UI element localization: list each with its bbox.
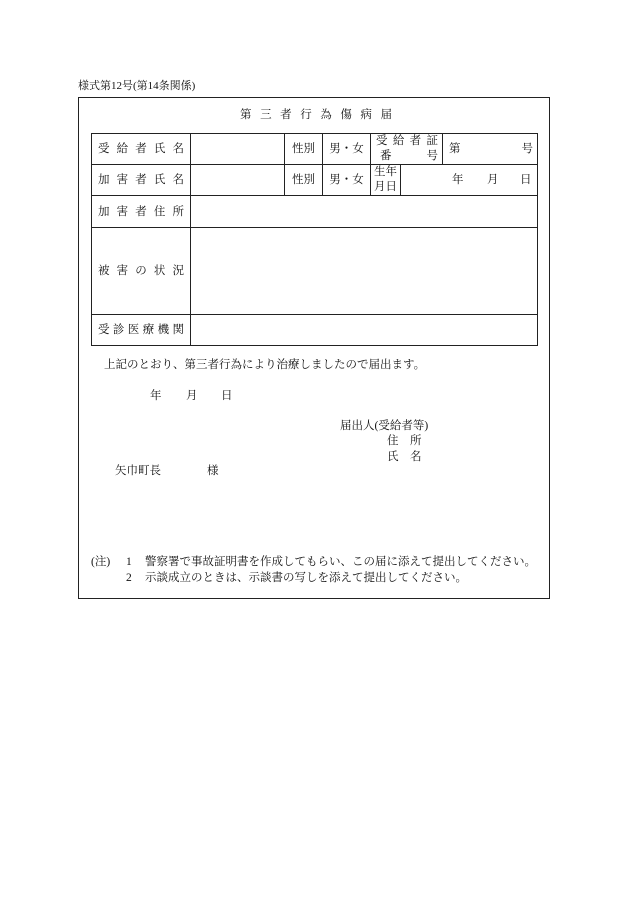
addressee-name: 矢巾町長 [115, 465, 161, 477]
applicant-label: 届出人(受給者等) [340, 420, 429, 432]
medical-institution-label: 受診医療機関 [98, 324, 184, 336]
birthdate-day: 日 [520, 174, 532, 186]
perpetrator-name-label-cell [91, 164, 191, 196]
applicant-address-label: 住 所 [387, 435, 422, 447]
perpetrator-gender-label-cell [284, 164, 323, 196]
certificate-number-label-line2 [376, 149, 438, 164]
note-1-number: 1 [126, 556, 132, 568]
medical-institution-field [190, 314, 538, 346]
note-1-text: 警察署で事故証明書を作成してもらい、この届に添えて提出してください。 [145, 556, 536, 568]
certificate-number-label-ban: 番 [380, 150, 392, 162]
perpetrator-name-field [190, 164, 285, 196]
note-2-number: 2 [126, 572, 132, 584]
recipient-gender-label-cell [284, 133, 323, 165]
certificate-number-prefix: 第 [449, 143, 461, 155]
date-day: 日 [221, 390, 233, 402]
damage-status-label-cell [91, 227, 191, 315]
birthdate-label-cell [370, 164, 401, 196]
perpetrator-name-label: 加 害 者 氏 名 [98, 174, 184, 186]
certificate-number-label-line1: 受 給 者 証 [376, 135, 438, 147]
recipient-gender-options: 男・女 [329, 143, 364, 155]
note-2-text: 示談成立のときは、示談書の写しを添えて提出してください。 [145, 572, 467, 584]
damage-status-label: 被 害 の 状 況 [98, 265, 184, 277]
applicant-name-label: 氏 名 [387, 451, 422, 463]
recipient-gender-label: 性別 [292, 143, 315, 155]
perpetrator-gender-label: 性別 [292, 174, 315, 186]
damage-status-field [190, 227, 538, 315]
perpetrator-gender-options-cell [322, 164, 371, 196]
birthdate-label-line2: 月日 [374, 181, 397, 193]
perpetrator-address-label: 加 害 者 住 所 [98, 205, 184, 218]
birthdate-month: 月 [487, 174, 499, 186]
certificate-number-suffix: 号 [521, 143, 533, 155]
addressee-honorific: 様 [207, 465, 219, 477]
certificate-number-label-go: 号 [426, 150, 438, 162]
recipient-gender-options-cell [322, 133, 371, 165]
recipient-name-label-cell [91, 133, 191, 165]
birthdate-label-line1: 生年 [374, 166, 397, 178]
date-month: 月 [186, 390, 198, 402]
form-number: 様式第12号(第14条関係) [78, 80, 196, 92]
medical-institution-label-cell [91, 314, 191, 346]
date-year: 年 [150, 390, 162, 402]
perpetrator-gender-options: 男・女 [329, 174, 364, 186]
recipient-name-field [190, 133, 285, 165]
birthdate-year: 年 [452, 174, 464, 186]
form-title: 第 三 者 行 為 傷 病 届 [240, 109, 392, 121]
birthdate-field [400, 164, 538, 196]
recipient-name-label: 受 給 者 氏 名 [98, 143, 184, 155]
notes-prefix: (注) [91, 556, 111, 568]
certificate-number-field [442, 133, 538, 165]
perpetrator-address-label-cell [91, 195, 191, 228]
statement-text: 上記のとおり、第三者行為により治療しましたので届出ます。 [104, 359, 426, 371]
perpetrator-address-field [190, 195, 538, 228]
certificate-number-label-cell [370, 133, 443, 165]
